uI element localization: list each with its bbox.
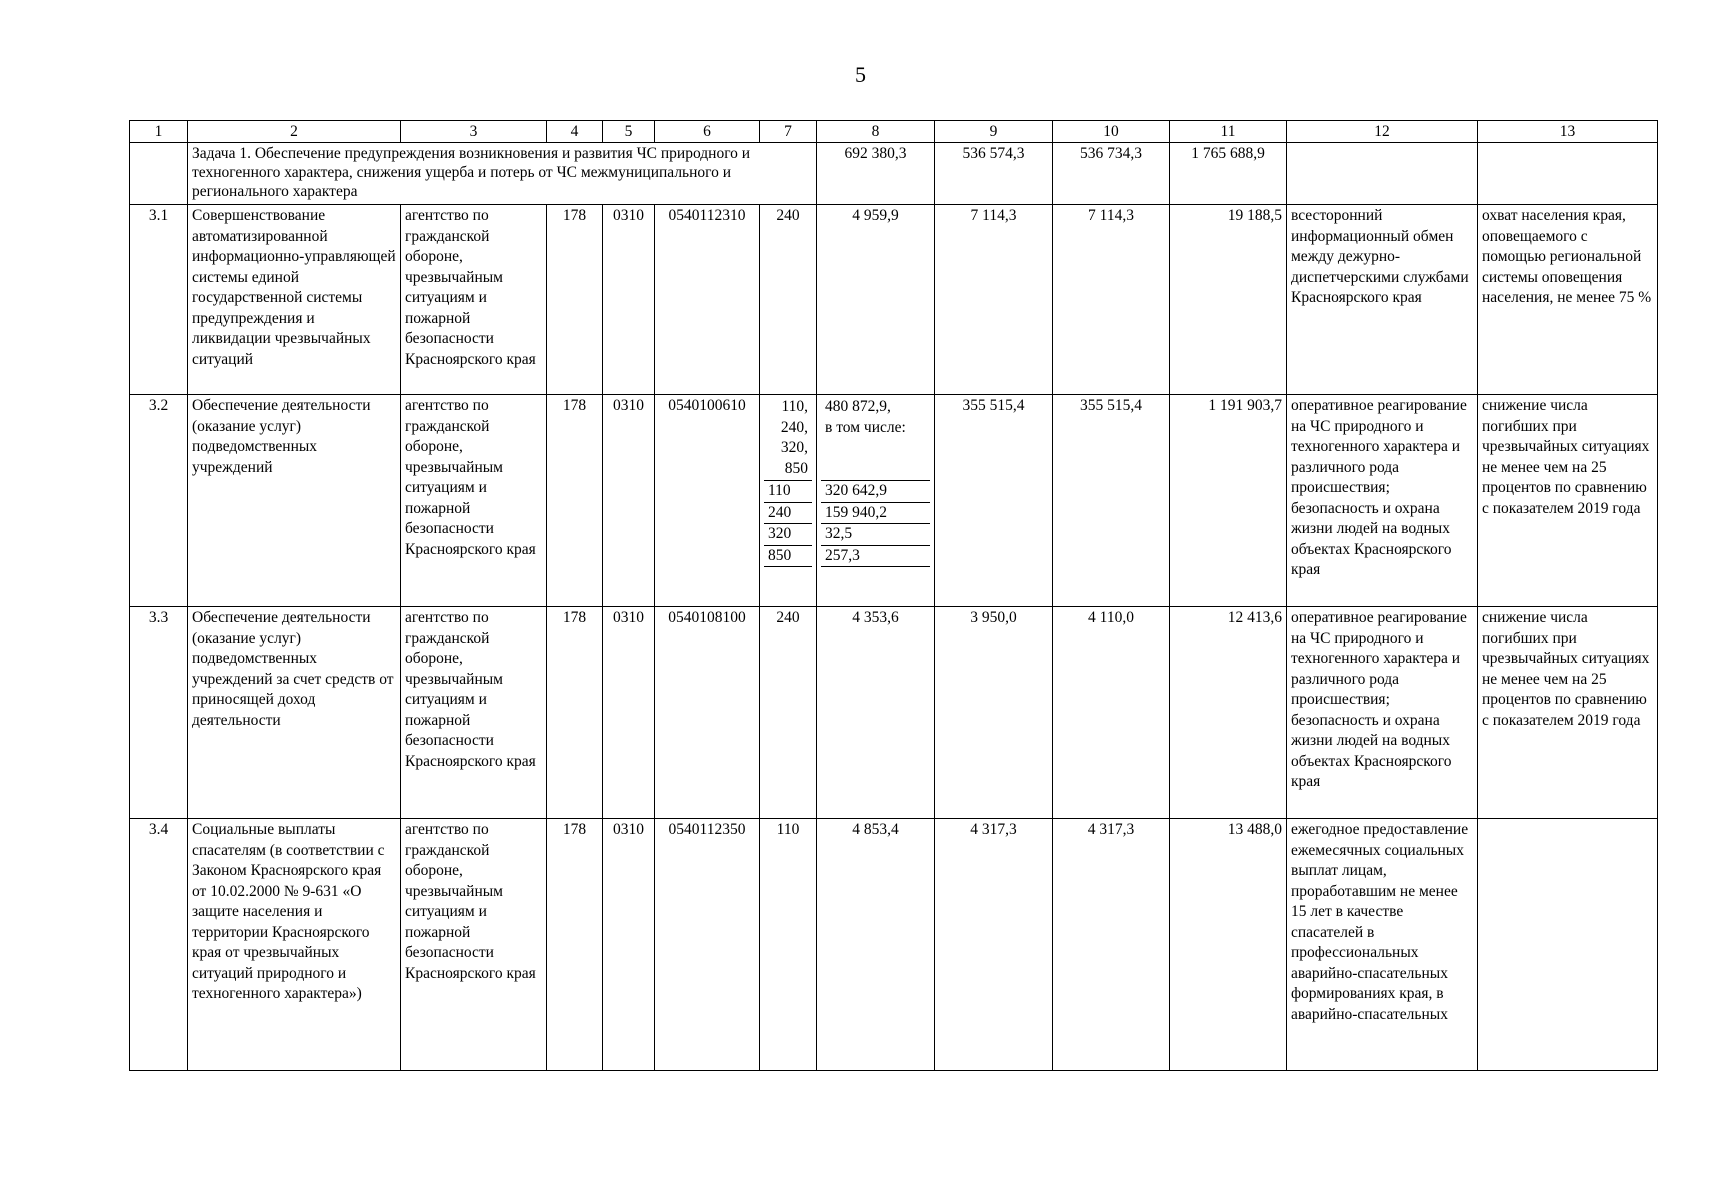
value-col11: 19 188,5	[1170, 205, 1287, 395]
responsible-org: агентство по гражданской обороне, чрезвычайным ситуациям и пожарной безопасности Красноярского края	[401, 819, 547, 1071]
responsible-org: агентство по гражданской обороне, чрезвычайным ситуациям и пожарной безопасности Красноярского края	[401, 395, 547, 607]
csr-code: 0540108100	[655, 607, 760, 819]
vr-code: 240	[760, 607, 817, 819]
breakdown-value: 32,5	[821, 523, 930, 545]
table-row	[130, 607, 1658, 819]
activity-name: Обеспечение деятельности (оказание услуг) подведомственных учреждений за счет средств от приносящей доход деятельности	[188, 607, 401, 819]
column-number: 8	[817, 121, 935, 143]
breakdown-value: 320 642,9	[821, 480, 930, 502]
value-col9: 7 114,3	[935, 205, 1053, 395]
rzpr-code: 0310	[603, 395, 655, 607]
value-col8: 4 853,4	[817, 819, 935, 1071]
activity-name: Социальные выплаты спасателям (в соответствии с Законом Красноярского края от 10.02.2000 № 9-631 «О защите населения и территории Красноярского края от чрезвычайных ситуаций природного и техногенного характера»)	[188, 819, 401, 1071]
expected-result: оперативное реагирование на ЧС природного и техногенного характера и различного рода происшествия; безопасность и охрана жизни людей на водных объектах Красноярского края	[1287, 395, 1478, 607]
row-number: 3.1	[130, 205, 188, 395]
column-number: 1	[130, 121, 188, 143]
vr-code: 240,	[780, 418, 808, 436]
target-indicator	[1478, 819, 1658, 1071]
page-number: 5	[855, 62, 866, 87]
task-indicator-cell	[1478, 143, 1658, 205]
value-col11: 13 488,0	[1170, 819, 1287, 1071]
value-col10: 4 317,3	[1053, 819, 1170, 1071]
task-number-cell	[130, 143, 188, 205]
value-col10: 355 515,4	[1053, 395, 1170, 607]
column-number: 7	[760, 121, 817, 143]
target-indicator: снижение числа погибших при чрезвычайных ситуациях не менее чем на 25 процентов по сравнению с показателем 2019 года	[1478, 607, 1658, 819]
row-number: 3.4	[130, 819, 188, 1071]
vr-code: 110	[760, 819, 817, 1071]
row-number: 3.2	[130, 395, 188, 607]
value-col8: 4 353,6	[817, 607, 935, 819]
rzpr-code: 0310	[603, 607, 655, 819]
task-result-cell	[1287, 143, 1478, 205]
value-col9: 4 317,3	[935, 819, 1053, 1071]
task-row	[130, 143, 1658, 205]
column-number: 2	[188, 121, 401, 143]
column-number: 3	[401, 121, 547, 143]
column-number: 12	[1287, 121, 1478, 143]
csr-code: 0540112350	[655, 819, 760, 1071]
rzpr-code: 0310	[603, 205, 655, 395]
breakdown-vr: 850	[764, 545, 812, 568]
column-number: 10	[1053, 121, 1170, 143]
column-number: 6	[655, 121, 760, 143]
value-col10: 4 110,0	[1053, 607, 1170, 819]
grbs-code: 178	[547, 819, 603, 1071]
responsible-org: агентство по гражданской обороне, чрезвычайным ситуациям и пожарной безопасности Красноярского края	[401, 607, 547, 819]
grbs-code: 178	[547, 607, 603, 819]
value-col8-breakdown	[817, 395, 935, 607]
grbs-code: 178	[547, 395, 603, 607]
breakdown-vr: 320	[764, 523, 812, 545]
csr-code: 0540112310	[655, 205, 760, 395]
breakdown-vr: 240	[764, 502, 812, 524]
vr-code: 850	[784, 459, 808, 477]
value-col9: 355 515,4	[935, 395, 1053, 607]
responsible-org: агентство по гражданской обороне, чрезвычайным ситуациям и пожарной безопасности Красноярского края	[401, 205, 547, 395]
table-row	[130, 819, 1658, 1071]
expected-result: ежегодное предоставление ежемесячных социальных выплат лицам, проработавшим не менее 15 лет в качестве спасателей в профессиональных аварийно-спасательных формированиях края, в аварийно-спасательных	[1287, 819, 1478, 1071]
vr-code: 240	[760, 205, 817, 395]
value-col11: 12 413,6	[1170, 607, 1287, 819]
column-number: 5	[603, 121, 655, 143]
column-number: 11	[1170, 121, 1287, 143]
expected-result: оперативное реагирование на ЧС природного и техногенного характера и различного рода происшествия; безопасность и охрана жизни людей на водных объектах Красноярского края	[1287, 607, 1478, 819]
target-indicator: снижение числа погибших при чрезвычайных ситуациях не менее чем на 25 процентов по сравнению с показателем 2019 года	[1478, 395, 1658, 607]
vr-code-list	[760, 395, 817, 607]
task-total-col10: 536 734,3	[1053, 143, 1170, 205]
grbs-code: 178	[547, 205, 603, 395]
row-number: 3.3	[130, 607, 188, 819]
including-label: в том числе:	[825, 418, 906, 436]
value-col11: 1 191 903,7	[1170, 395, 1287, 607]
table-row	[130, 395, 1658, 607]
breakdown-vr: 110	[764, 480, 812, 502]
column-number: 9	[935, 121, 1053, 143]
table-row	[130, 205, 1658, 395]
value-col10: 7 114,3	[1053, 205, 1170, 395]
value-col8: 4 959,9	[817, 205, 935, 395]
activity-name: Совершенствование автоматизированной информационно-управляющей системы единой государственной системы предупреждения и ликвидации чрезвычайных ситуаций	[188, 205, 401, 395]
csr-code: 0540100610	[655, 395, 760, 607]
activity-name: Обеспечение деятельности (оказание услуг) подведомственных учреждений	[188, 395, 401, 607]
program-activities-table	[129, 120, 1658, 1071]
breakdown-value: 257,3	[821, 545, 930, 568]
task-total-col9: 536 574,3	[935, 143, 1053, 205]
value-col8-total: 480 872,9,	[825, 398, 891, 415]
task-total-col8: 692 380,3	[817, 143, 935, 205]
expected-result: всесторонний информационный обмен между дежурно-диспетчерскими службами Красноярского края	[1287, 205, 1478, 395]
rzpr-code: 0310	[603, 819, 655, 1071]
column-number: 13	[1478, 121, 1658, 143]
vr-code: 320,	[780, 439, 808, 456]
value-col9: 3 950,0	[935, 607, 1053, 819]
target-indicator: охват населения края, оповещаемого с помощью региональной системы оповещения населения, не менее 75 %	[1478, 205, 1658, 395]
column-number: 4	[547, 121, 603, 143]
task-title: Задача 1. Обеспечение предупреждения возникновения и развития ЧС природного и техногенного характера, снижения ущерба и потерь от ЧС межмуниципального и регионального характера	[188, 143, 817, 205]
vr-code: 110,	[781, 398, 808, 415]
breakdown-value: 159 940,2	[821, 502, 930, 524]
column-number-row	[130, 121, 1658, 143]
task-total-col11: 1 765 688,9	[1170, 143, 1287, 205]
